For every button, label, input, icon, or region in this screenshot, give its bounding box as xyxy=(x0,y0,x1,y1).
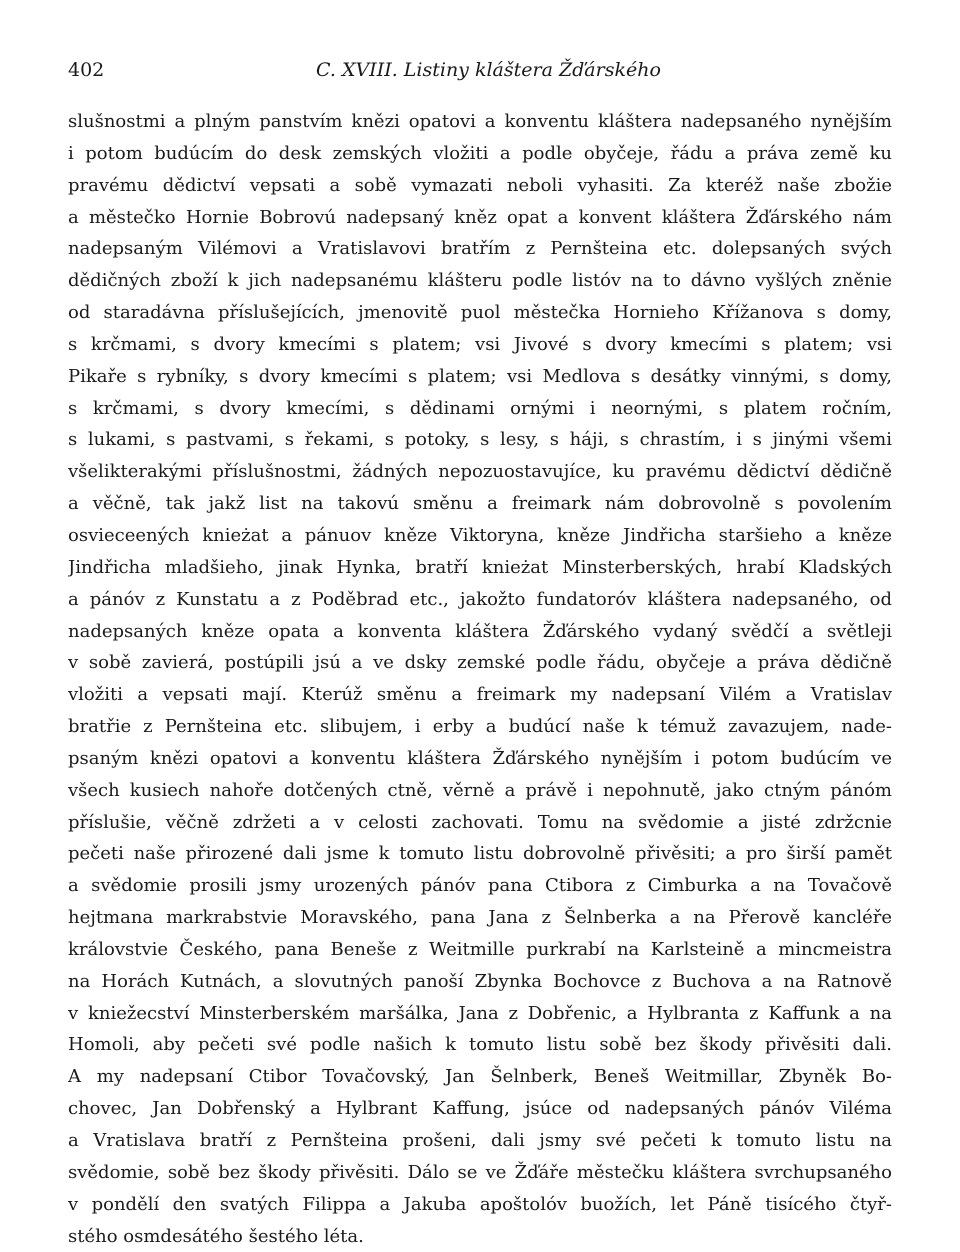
text-line: v sobě zavierá, postúpili jsú a ve dsky zemské podle řádu, obyčeje a práva dědičně xyxy=(68,652,892,674)
page-number: 402 xyxy=(68,59,105,81)
text-line: svědomie, sobě bez škody přivěsiti. Dálo se ve Žďáře městečku kláštera svrchupsaného xyxy=(68,1161,892,1183)
text-line: bratřie z Pernšteina etc. slibujem, i erby a budúcí naše k témuž zavazujem, nade- xyxy=(68,716,892,738)
text-line: Pikaře s rybníky, s dvory kmecími s platem; vsi Medlova s desátky vinnými, s domy, xyxy=(68,365,892,387)
text-line: hejtmana markrabstvie Moravského, pana Jana z Šelnberka a na Přerově kancléře xyxy=(68,907,892,929)
text-line: nadepsaných kněze opata a konventa kláštera Žďárského vydaný svědčí a světleji xyxy=(68,620,892,642)
text-line: a Vratislava bratří z Pernšteina prošeni, dali jsmy své pečeti k tomuto listu na xyxy=(68,1130,892,1151)
text-line: Jindřicha mladšieho, jinak Hynka, bratří knieżat Minsterberských, hrabí Kladských xyxy=(68,556,892,578)
text-line: chovec, Jan Dobřenský a Hylbrant Kaffung, jsúce od nadepsaných pánóv Viléma xyxy=(68,1098,892,1120)
text-line: od staradávna příslušejících, jmenovitě puol městečka Hornieho Křížanova s domy, xyxy=(68,302,892,324)
text-line: královstvie Českého, pana Beneše z Weitmille purkrabí na Karlsteině a mincmeistra xyxy=(68,938,892,960)
text-line: psaným knězi opatovi a konventu kláštera Žďárského nynějším i potom budúcím ve xyxy=(68,747,892,769)
text-line: nadepsaným Vilémovi a Vratislavovi bratřím z Pernšteina etc. dolepsaných svých xyxy=(68,238,892,260)
text-line: s krčmami, s dvory kmecími s platem; vsi Jivové s dvory kmecími s platem; vsi xyxy=(68,333,892,355)
text-line: A my nadepsaní Ctibor Tovačovský, Jan Šelnberk, Beneš Weitmillar, Zbyněk Bo- xyxy=(68,1066,892,1088)
text-line: pečeti naše přirozené dali jsme k tomuto listu dobrovolně přivěsiti; a pro širší pamět xyxy=(68,843,892,865)
text-line: v pondělí den svatých Filippa a Jakuba apoštolóv buožích, let Páně tisícého čtyř- xyxy=(68,1193,892,1215)
text-line: příslušie, věčně zdržeti a v celosti zachovati. Tomu na svědomie a jisté zdržcnie xyxy=(68,811,892,833)
page-header xyxy=(68,56,892,84)
text-line: stého osmdesátého šestého léta. xyxy=(68,1225,364,1247)
body-text xyxy=(68,106,892,1252)
text-line: všelikterakými příslušnostmi, žádných nepozuostavujíce, ku pravému dědictví dědičně xyxy=(68,461,892,483)
text-line: a městečko Hornie Bobrovú nadepsaný kněz opat a konvent kláštera Žďárského nám xyxy=(68,206,892,228)
text-line: slušnostmi a plným panstvím knězi opatovi a konventu kláštera nadepsaného nynějším xyxy=(68,111,892,132)
text-line: Homoli, aby pečeti své podle našich k tomuto listu sobě bez škody přivěsiti dali. xyxy=(68,1034,892,1056)
text-line: s lukami, s pastvami, s řekami, s potoky, s lesy, s háji, s chrastím, i s jinými všemi xyxy=(68,429,892,451)
text-line: osvieceených knieżat a pánuov kněze Viktoryna, kněze Jindřicha staršieho a kněze xyxy=(68,524,892,546)
text-line: s krčmami, s dvory kmecími, s dědinami ornými i neornými, s platem ročním, xyxy=(68,397,892,419)
text-line: a svědomie prosili jsmy urozených pánóv pana Ctibora z Cimburka a na Tovačově xyxy=(68,875,892,897)
text-line: a pánóv z Kunstatu a z Poděbrad etc., jakožto fundatoróv kláštera nadepsaného, od xyxy=(68,588,892,610)
text-line: dědičných zboží k jich nadepsanému klášteru podle listóv na to dávno vyšlých zněnie xyxy=(68,270,892,292)
text-line: i potom budúcím do desk zemských vložiti a podle obyčeje, řádu a práva země ku xyxy=(68,142,892,164)
text-line: v kniežecství Minsterberském maršálka, Jana z Dobřenic, a Hylbranta z Kaffunk a na xyxy=(68,1002,892,1024)
text-line: vložiti a vepsati mají. Kterúž směnu a freimark my nadepsaní Vilém a Vratislav xyxy=(68,684,892,706)
running-head: C. XVIII. Listiny kláštera Žďárského xyxy=(316,59,661,81)
text-line: a věčně, tak jakž list na takovú směnu a freimark nám dobrovolně s povolením xyxy=(68,493,892,515)
text-line: na Horách Kutnách, a slovutných panoší Zbynka Bochovce z Buchova a na Ratnově xyxy=(68,970,892,992)
text-line: všech kusiech nahoře dotčených ctně, věrně a právě i nepohnutě, jako ctným pánóm xyxy=(68,779,892,801)
text-line: pravému dědictví vepsati a sobě vymazati neboli vyhasiti. Za kteréž naše zbožie xyxy=(68,174,892,196)
